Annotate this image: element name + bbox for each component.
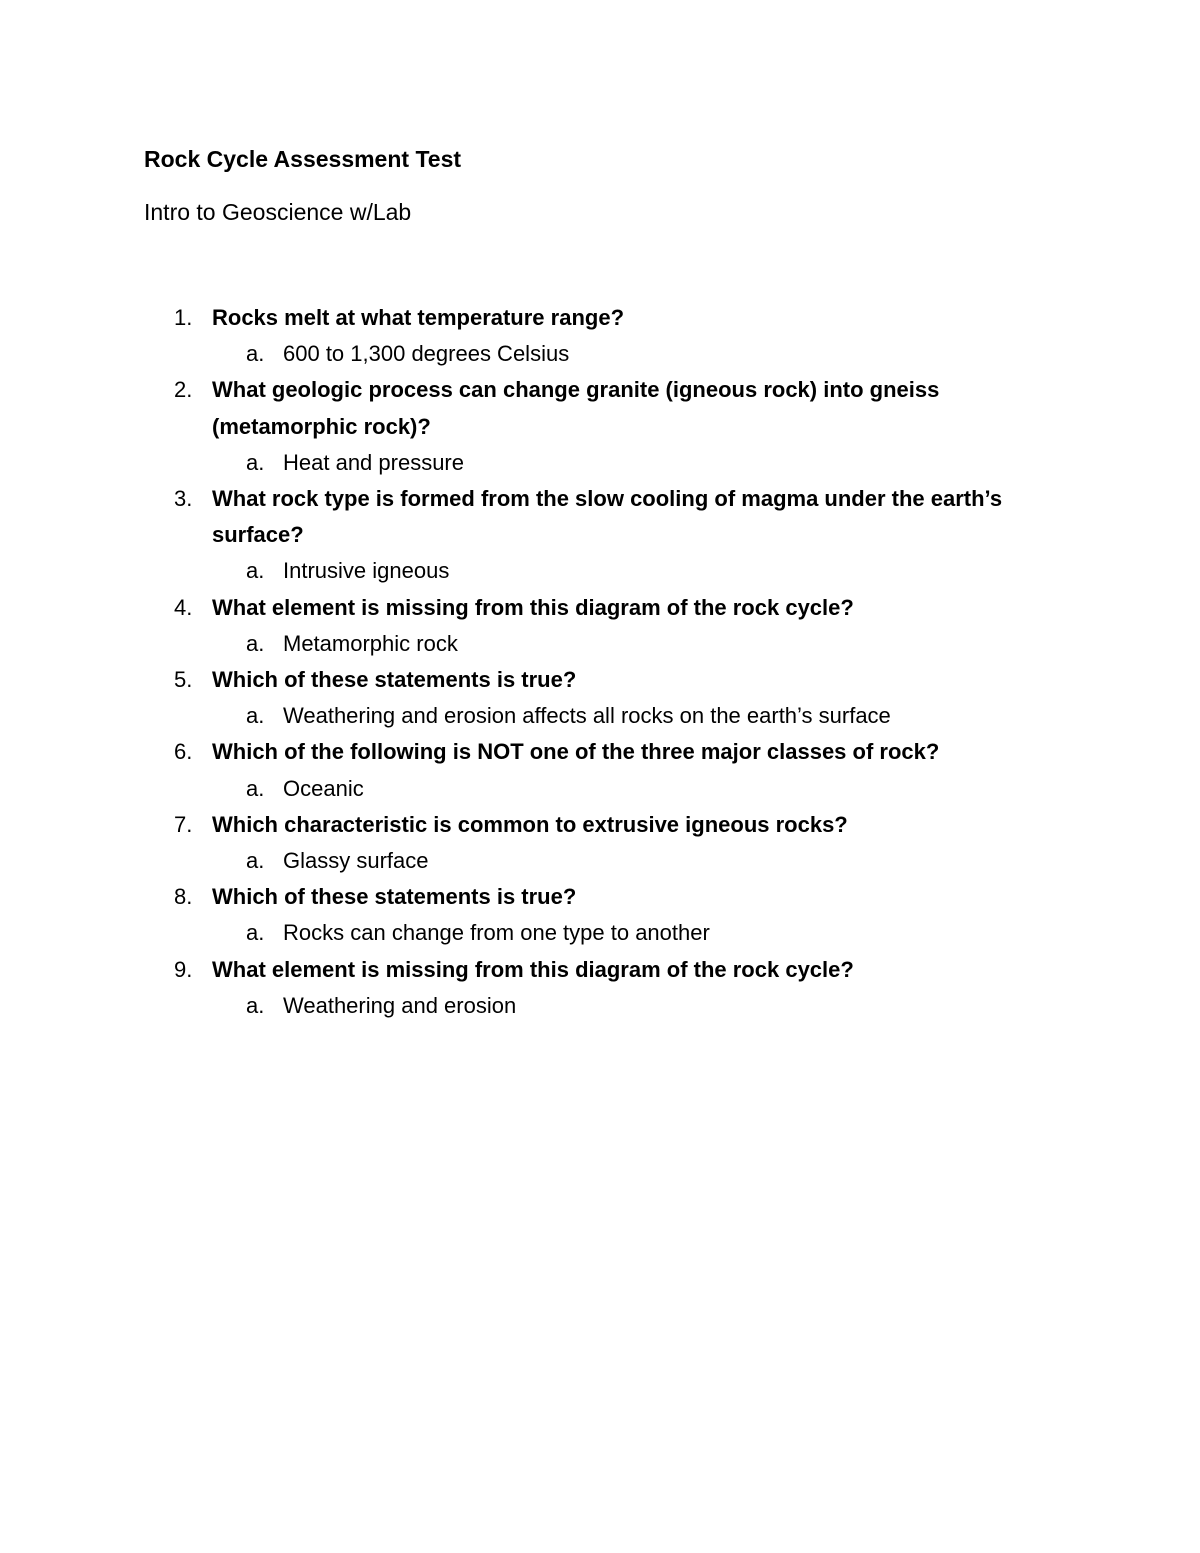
answer-text: Oceanic [283, 775, 364, 801]
answer-item [0, 336, 1200, 372]
question-text: Which of these statements is true? [212, 667, 577, 693]
question-number: 1. [174, 305, 193, 330]
question-item [0, 952, 1200, 1024]
question-text: What element is missing from this diagram of the rock cycle? [212, 594, 854, 620]
question-text: Which characteristic is common to extrusive igneous rocks? [212, 811, 848, 837]
answer-letter: a. [246, 775, 265, 801]
question-number: 3. [174, 486, 193, 512]
question-number: 7. [174, 811, 193, 837]
answer-item [0, 771, 1200, 807]
document-subtitle: Intro to Geoscience w/Lab [144, 199, 412, 225]
answer-item [0, 843, 1200, 879]
answer-text: Heat and pressure [283, 449, 464, 475]
answer-letter: a. [246, 703, 265, 729]
answer-item [0, 698, 1200, 734]
answer-letter: a. [246, 558, 265, 584]
answer-text: Metamorphic rock [283, 630, 458, 656]
question-text: Which of these statements is true? [212, 884, 577, 910]
answer-item [0, 626, 1200, 662]
answer-text: Weathering and erosion [283, 992, 517, 1018]
answer-text: Weathering and erosion affects all rocks on the earth’s surface [283, 703, 891, 729]
answer-item [0, 988, 1200, 1024]
question-text: What rock type is formed from the slow cooling of magma under the earth’s surface? [212, 486, 1003, 548]
answer-letter: a. [246, 920, 265, 946]
question-item [0, 807, 1200, 879]
question-item [0, 879, 1200, 951]
question-number: 9. [174, 956, 193, 982]
question-item [0, 590, 1200, 662]
answer-item [0, 553, 1200, 589]
question-text: Which of the following is NOT one of the three major classes of rock? [212, 739, 940, 765]
question-item [0, 300, 1200, 372]
answer-text: 600 to 1,300 degrees Celsius [283, 341, 570, 367]
question-number: 8. [174, 884, 193, 910]
answer-letter: a. [246, 992, 265, 1018]
answer-text: Rocks can change from one type to another [283, 920, 710, 946]
question-number: 2. [174, 377, 193, 403]
answer-item [0, 915, 1200, 951]
question-list [0, 300, 1200, 1024]
question-number: 6. [174, 739, 193, 765]
answer-letter: a. [246, 848, 265, 874]
question-text: Rocks melt at what temperature range? [212, 305, 625, 330]
answer-text: Intrusive igneous [283, 558, 450, 584]
question-number: 4. [174, 594, 193, 620]
answer-letter: a. [246, 341, 265, 367]
question-text: What geologic process can change granite (igneous rock) into gneiss (metamorphic rock)? [212, 377, 940, 439]
question-number: 5. [174, 667, 193, 693]
answer-letter: a. [246, 449, 265, 475]
question-item [0, 662, 1200, 734]
question-item [0, 481, 1200, 590]
question-item [0, 372, 1200, 481]
question-text: What element is missing from this diagram of the rock cycle? [212, 956, 854, 982]
question-item [0, 734, 1200, 806]
document-title: Rock Cycle Assessment Test [144, 146, 462, 172]
answer-item [0, 445, 1200, 481]
answer-letter: a. [246, 630, 265, 656]
answer-text: Glassy surface [283, 848, 429, 874]
